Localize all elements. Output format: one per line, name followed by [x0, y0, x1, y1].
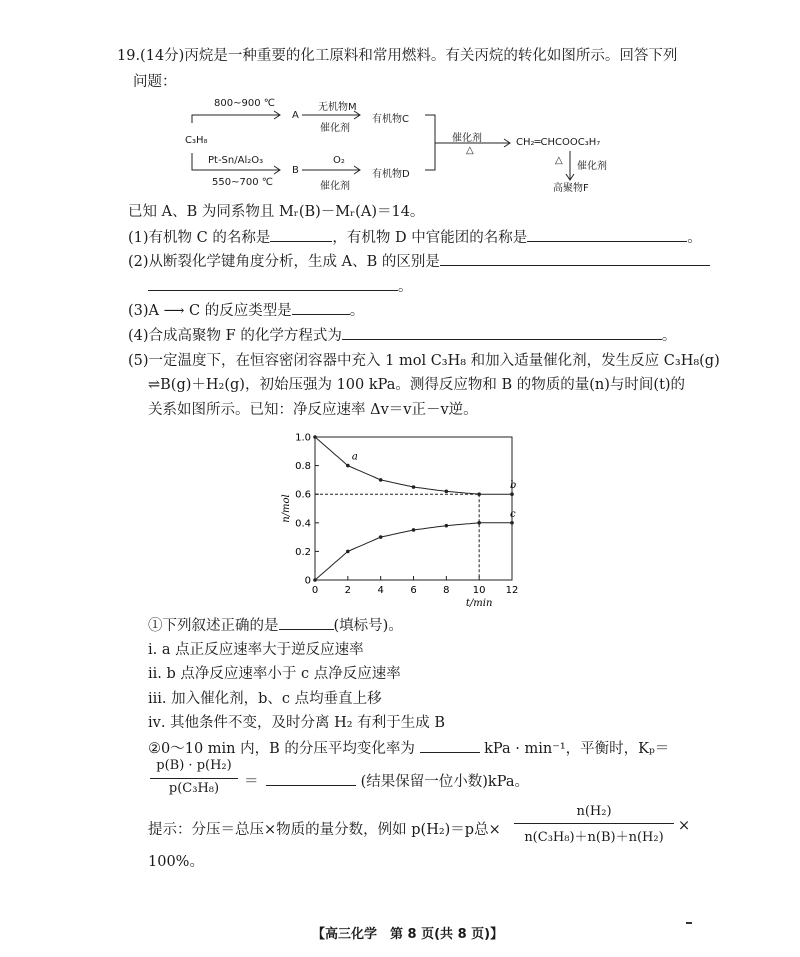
x-tick-label: 12: [505, 585, 519, 596]
top-branch-line: [192, 115, 280, 123]
y-axis-label: n/mol: [281, 494, 292, 523]
series-point-0: [346, 464, 350, 468]
start-compound: C₃H₈: [185, 135, 208, 146]
series-point-0: [510, 492, 514, 496]
catalyst-ac: 催化剂: [320, 123, 350, 134]
kp-eq: ＝: [244, 774, 259, 790]
x-tick-label: 6: [410, 585, 417, 596]
series-point-0: [412, 485, 416, 489]
q5-line1: (5)一定温度下，在恒容密闭容器中充入 1 mol C₃H₈ 和加入适量催化剂，发生反应 C₃H₈(g): [128, 353, 720, 369]
q1-text-b: ，有机物 D 中官能团的名称是: [332, 230, 528, 246]
series-point-0: [477, 492, 481, 496]
kp-fraction-bar: [150, 778, 238, 779]
series-point-1: [477, 521, 481, 525]
hint-fraction-bar: [514, 823, 674, 824]
q4: [128, 324, 676, 345]
kp-blank[interactable]: [266, 771, 356, 786]
hint-denominator: n(C₃H₈)＋n(B)＋n(H₂): [524, 830, 664, 845]
q3-text: (3)A ⟶ C 的反应类型是: [128, 303, 292, 319]
series-point-1: [313, 578, 317, 582]
page-footer: 【高三化学 第 8 页(共 8 页)】: [312, 927, 504, 942]
option-2: ⅱ. b 点净反应速率小于 c 点净反应速率: [148, 666, 401, 682]
q3-blank[interactable]: [292, 300, 350, 315]
question-title: 19.(14分)丙烷是一种重要的化工原料和常用燃料。有关丙烷的转化如图所示。回答下列: [117, 48, 678, 64]
option-1: ⅰ. a 点正反应速率大于逆反应速率: [148, 642, 364, 658]
hint-text: 提示：分压＝总压×物质的量分数，例如 p(H₂)＝p总×: [148, 822, 501, 838]
q5-line2: ⇌B(g)＋H₂(g)，初始压强为 100 kPa。测得反应物和 B 的物质的量(n)与时间(t)的: [148, 377, 686, 393]
series-point-1: [445, 524, 449, 528]
series-point-0: [445, 490, 449, 494]
ester-product: CH₂═CHCOOC₃H₇: [516, 137, 601, 148]
mole-time-chart: [275, 425, 525, 610]
plot-frame: [315, 437, 512, 580]
kp-answer: [266, 770, 529, 791]
polymer-heat: △: [555, 155, 563, 166]
s2-text-a: ②0～10 min 内，B 的分压平均变化率为: [148, 741, 415, 757]
q2: [128, 250, 710, 271]
organic-d: 有机物D: [372, 169, 410, 180]
reagent-m: 无机物M: [318, 102, 357, 113]
q2-text: (2)从断裂化学键角度分析，生成 A、B 的区别是: [128, 254, 440, 270]
x-tick-label: 8: [443, 585, 450, 596]
kp-denominator: p(C₃H₈): [168, 781, 220, 796]
known-condition: 已知 A、B 为同系物且 Mᵣ(B)－Mᵣ(A)＝14。: [128, 204, 425, 220]
series-point-1: [346, 550, 350, 554]
y-tick-label: 0: [304, 575, 311, 587]
bottom-condition-catalyst: Pt-Sn/Al₂O₃: [208, 155, 264, 166]
compound-b: B: [292, 165, 299, 176]
hint-percent: 100%。: [148, 854, 204, 870]
point-label-c: c: [510, 508, 516, 520]
y-tick-label: 0.2: [295, 546, 311, 558]
reagent-o2: O₂: [333, 155, 345, 166]
compound-a: A: [292, 110, 299, 121]
catalyst-bd: 催化剂: [320, 181, 350, 192]
top-condition: 800~900 ℃: [214, 98, 275, 109]
s2-text-b: kPa · min⁻¹，平衡时，Kₚ＝: [484, 741, 670, 757]
q4-text: (4)合成高聚物 F 的化学方程式为: [128, 328, 342, 344]
merge-heat: △: [466, 145, 474, 156]
option-3: ⅲ. 加入催化剂，b、c 点均垂直上移: [148, 691, 382, 707]
s2-blank-rate[interactable]: [420, 738, 480, 753]
s1: [148, 614, 403, 635]
polymer-f: 高聚物F: [553, 183, 589, 194]
series-point-1: [412, 528, 416, 532]
x-axis-label: t/min: [465, 598, 493, 609]
s1-text: ①下列叙述正确的是: [148, 618, 279, 634]
q3-end: 。: [349, 303, 365, 319]
kp-end: (结果保留一位小数)kPa。: [360, 774, 529, 790]
y-tick-label: 0.8: [295, 461, 311, 473]
y-tick-label: 0.4: [295, 518, 311, 530]
question-title-cont: 问题：: [133, 74, 177, 90]
q1-blank-d[interactable]: [527, 227, 687, 242]
x-tick-label: 0: [311, 585, 319, 596]
x-tick-label: 2: [344, 585, 352, 596]
q3: [128, 299, 364, 320]
series-point-1: [510, 521, 514, 525]
s1-blank[interactable]: [279, 615, 334, 630]
point-label-b: b: [510, 480, 517, 492]
series-point-0: [379, 478, 383, 482]
y-tick-label: 0.6: [295, 489, 311, 501]
hint-numerator: n(H₂): [576, 804, 612, 819]
hint-times: ×: [678, 818, 691, 834]
q1-end: 。: [687, 230, 702, 246]
q2-line2: [148, 275, 413, 296]
x-tick-label: 4: [377, 585, 384, 596]
q2-blank-2[interactable]: [148, 276, 398, 291]
polymer-catalyst: 催化剂: [577, 161, 607, 172]
q4-end: 。: [661, 328, 677, 344]
q2-end: 。: [398, 279, 413, 295]
point-label-a: a: [351, 451, 358, 463]
q4-blank[interactable]: [342, 325, 662, 340]
series-point-0: [313, 435, 317, 439]
series-point-1: [379, 535, 383, 539]
corner-mark: [686, 922, 692, 924]
q2-blank-1[interactable]: [440, 251, 710, 266]
x-tick-label: 10: [472, 585, 486, 596]
merge-catalyst: 催化剂: [452, 133, 482, 144]
kp-numerator: p(B) · p(H₂): [156, 758, 232, 773]
q1-text-a: (1)有机物 C 的名称是: [128, 230, 271, 246]
q1: [128, 226, 702, 247]
bottom-condition-temp: 550~700 ℃: [212, 177, 273, 188]
y-tick-label: 1.0: [295, 432, 311, 444]
organic-c: 有机物C: [372, 114, 409, 125]
q5-line3: 关系如图所示。已知：净反应速率 Δv＝v正－v逆。: [148, 402, 478, 418]
q1-blank-c[interactable]: [270, 227, 332, 242]
s2: [148, 737, 669, 758]
option-4: ⅳ. 其他条件不变，及时分离 H₂ 有利于生成 B: [148, 715, 445, 731]
s1-end: (填标号)。: [333, 618, 403, 634]
